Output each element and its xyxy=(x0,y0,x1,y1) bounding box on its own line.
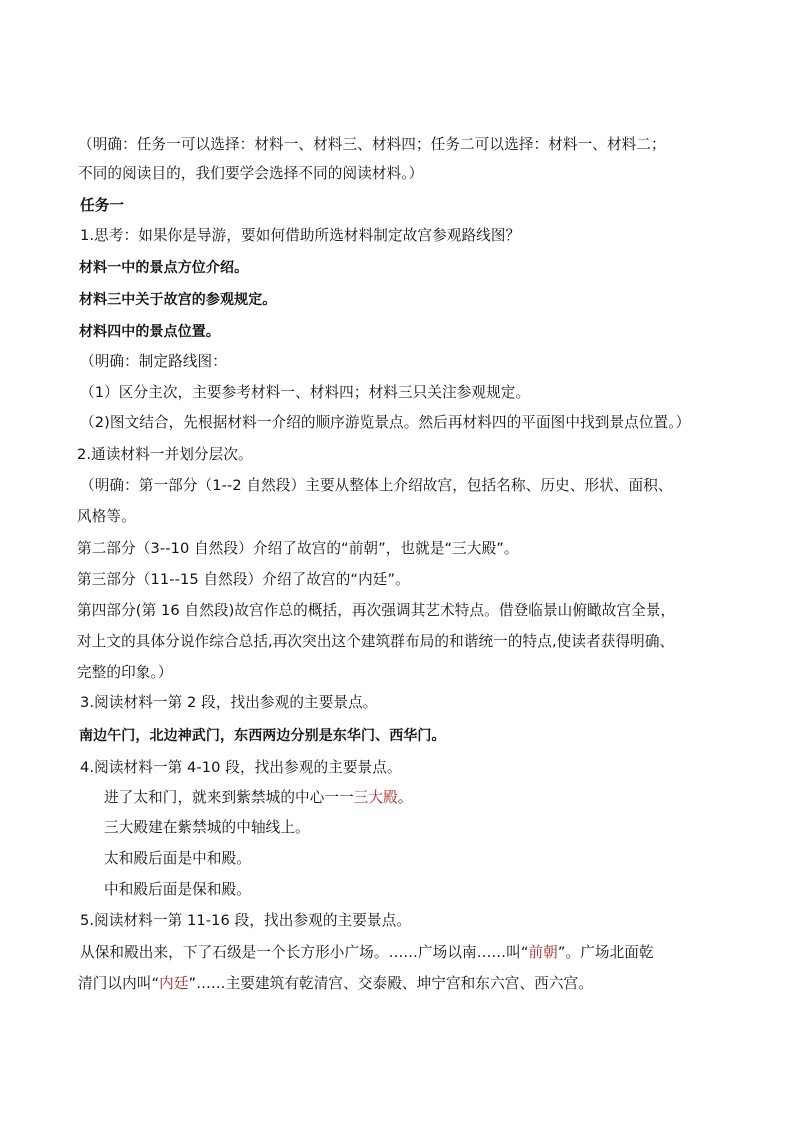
answer-material-3: 材料三中关于故宫的参观规定。 xyxy=(79,292,277,308)
answer-4-end: 。 xyxy=(397,789,413,806)
question-5: 5.阅读材料一第 11-16 段，找出参观的主要景点。 xyxy=(80,912,411,929)
note-part-3: 第三部分（11--15 自然段）介绍了故宫的“内廷”。 xyxy=(77,571,410,588)
highlight-qian-chao: 前朝 xyxy=(528,944,558,961)
answer-4-text: 进了太和门，就来到紫禁城的中心一一 xyxy=(104,789,354,806)
question-3: 3.阅读材料一第 2 段，找出参观的主要景点。 xyxy=(80,694,378,711)
note-route-step-2: （2)图文结合，先根据材料一介绍的顺序游览景点。然后再材料四的平面图中找到景点位置。） xyxy=(80,414,691,431)
note-part-4: 第四部分(第 16 自然段)故宫作总的概括，再次强调其艺术特点。借登临景山俯瞰故宫全景， xyxy=(77,602,676,619)
answer-5-line-2 xyxy=(78,974,593,994)
question-1: 1.思考：如果你是导游，要如何借助所选材料制定故宫参观路线图？ xyxy=(80,227,521,244)
answer-4-line-2: 三大殿建在紫禁城的中轴线上。 xyxy=(104,819,310,836)
answer-4-line-4: 中和殿后面是保和殿。 xyxy=(104,881,251,898)
question-4: 4.阅读材料一第 4-10 段，找出参观的主要景点。 xyxy=(80,759,402,776)
heading-task-one: 任务一 xyxy=(80,197,125,214)
note-route-map: （明确：制定路线图： xyxy=(80,353,227,370)
note-task-choices-cont: 不同的阅读目的，我们要学会选择不同的阅读材料。） xyxy=(78,165,424,182)
question-2: 2.通读材料一并划分层次。 xyxy=(77,446,253,463)
note-part-2: 第二部分（3--10 自然段）介绍了故宫的“前朝”，也就是“三大殿”。 xyxy=(77,540,519,557)
note-task-choices: （明确：任务一可以选择：材料一、材料三、材料四；任务二可以选择：材料一、材料二； xyxy=(78,136,666,153)
note-route-step-1: （1）区分主次，主要参考材料一、材料四；材料三只关注参观规定。 xyxy=(80,384,531,401)
answer-5-line-1 xyxy=(80,943,654,963)
answer-5-text-a: 从保和殿出来，下了石级是一个长方形小广场。……广场以南……叫“ xyxy=(80,944,529,961)
note-part-4-end: 完整的印象。） xyxy=(77,664,173,681)
highlight-san-da-dian: 三大殿 xyxy=(353,789,398,806)
answer-3: 南边午门，北边神武门，东西两边分别是东华门、西华门。 xyxy=(79,728,446,744)
answer-5-text-c: 清门以内叫“ xyxy=(78,975,160,992)
answer-material-4: 材料四中的景点位置。 xyxy=(79,324,220,340)
note-part-4-cont: 对上文的具体分说作综合总括,再次突出这个建筑群布局的和谐统一的特点,使读者获得明确、 xyxy=(77,633,675,650)
answer-5-text-b: ”。广场北面乾 xyxy=(557,944,654,961)
note-part-1: （明确：第一部分（1--2 自然段）主要从整体上介绍故宫，包括名称、历史、形状、面积、 xyxy=(80,477,673,494)
answer-4-line-3: 太和殿后面是中和殿。 xyxy=(104,850,251,867)
highlight-nei-ting: 内廷 xyxy=(159,975,189,992)
answer-5-text-d: ”……主要建筑有乾清宫、交泰殿、坤宁宫和东六宫、西六宫。 xyxy=(188,975,593,992)
answer-material-1: 材料一中的景点方位介绍。 xyxy=(79,260,249,276)
answer-4-line-1 xyxy=(104,788,413,808)
note-part-1-cont: 风格等。 xyxy=(77,508,136,525)
